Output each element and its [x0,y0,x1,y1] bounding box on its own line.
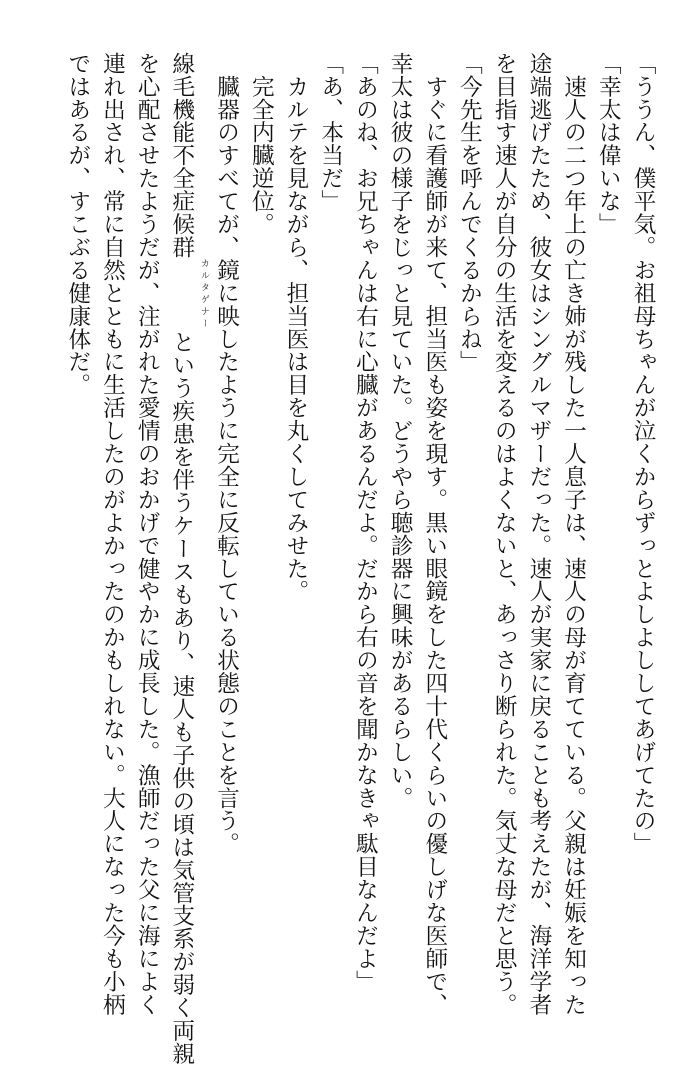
paragraph-line: 臓器のすべてが、鏡に映したように完全に反転している状態のことを言う。 [213,52,240,856]
paragraph-line: ではあるが、すこぶる健康体だ。 [64,52,91,397]
dialogue-line: 「あのね、お兄ちゃんは右に心臓があるんだよ。だから右の音を聞かなきゃ駄目なんだよ」 [352,52,379,993]
paragraph-line: 完全内臓逆位。 [248,52,275,236]
dialogue-line: 「ううん、僕平気。お祖母ちゃんが泣くからずっとよしよししてあげてたの」 [630,52,656,856]
paragraph-line: 途端逃げたため、彼女はシングルマザーだった。速人が実家に戻ることも考えたが、海洋学者 [525,52,552,1016]
paragraph-line: 連れ出され、常に自然とともに生活したのがよかったのかもしれない。大人になった今も小柄 [99,52,126,1016]
dialogue-line: 「幸太は偉いな」 [595,52,622,236]
ruby-reading-text: カルタゲナー [198,258,209,331]
paragraph-line: 幸太は彼の様子をじっと見ていた。どうやら聴診器に興味があるらしい。 [387,52,414,810]
paragraph-line: カルテを見ながら、担当医は目を丸くしてみせた。 [282,52,309,603]
ruby-pre-text: 線毛機能不全症候群 [168,52,195,259]
paragraph-line: を心配させたようだが、注がれた愛情のおかげで健やかに成長した。漁師だった父に海によく [134,52,161,1016]
paragraph-line: すぐに看護師が来て、担当医も姿を現す。黒い眼鏡をした四十代くらいの優しげな医師で、 [421,52,448,1016]
ruby-annotation [169,258,209,331]
dialogue-line: 「あ、本当だ」 [317,52,344,213]
dialogue-line: 「今先生を呼んでくるからね」 [456,52,483,374]
ruby-post-text: という疾患を伴うケースもあり、速人も子供の頃は気管支系が弱く両親 [168,330,195,1065]
ruby-paragraph-line [164,52,209,1065]
paragraph-line: を目指す速人が自分の生活を変えるのはよくないと、あっさり断られた。気丈な母だと思う。 [491,52,518,1016]
novel-text [50,52,660,1065]
paragraph-line: 速人の二つ年上の亡き姉が残した一人息子は、速人の母が育てている。父親は妊娠を知った [560,52,587,1016]
